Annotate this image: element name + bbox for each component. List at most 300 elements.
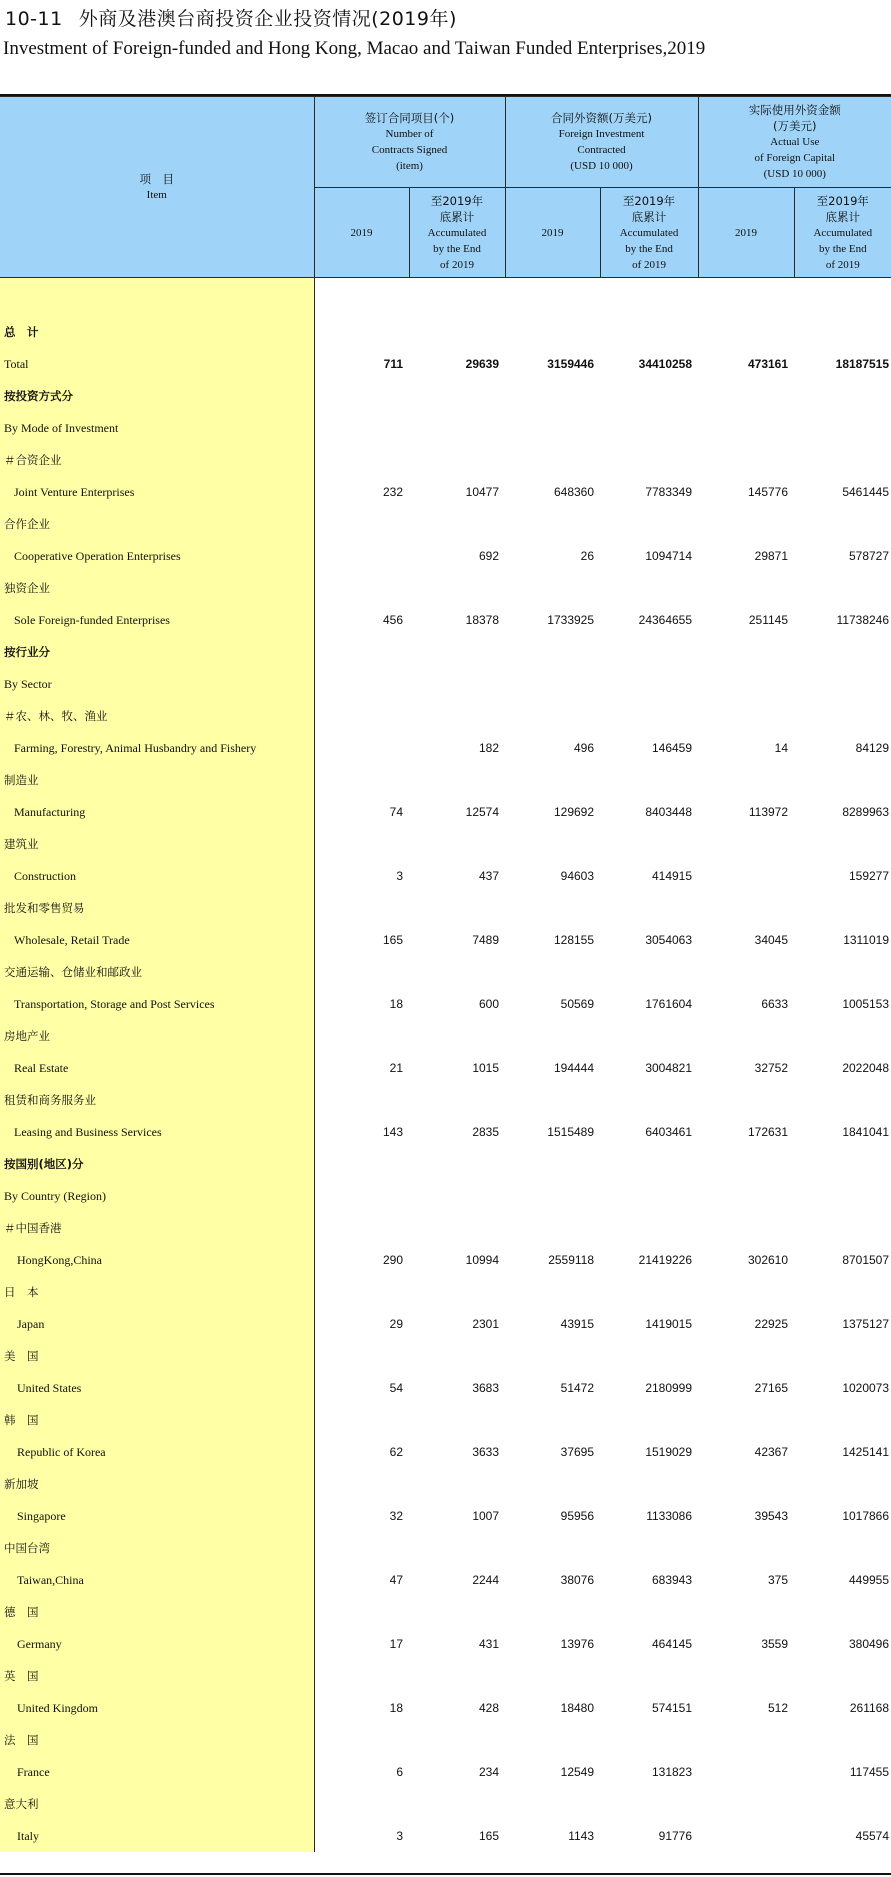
value-cell (314, 700, 409, 732)
value-cell (409, 1468, 505, 1500)
item-column-header (0, 97, 314, 278)
value-cell: 26 (580, 549, 595, 563)
value-cell: 94603 (560, 869, 595, 883)
table-row (0, 1820, 891, 1852)
value-cell: 54 (389, 1381, 403, 1395)
subheader-accumulated-line: 至2019年 (622, 193, 676, 208)
value-cell: 1017866 (842, 1509, 890, 1523)
actual-header-en3: (USD 10 000) (763, 168, 826, 180)
table-row (0, 988, 891, 1020)
value-cell (314, 1788, 409, 1820)
row-label: France (0, 1756, 314, 1788)
value-cell (505, 380, 600, 412)
value-cell (505, 1276, 600, 1308)
value-cell: 47 (389, 1573, 403, 1587)
table-row (0, 860, 891, 892)
value-cell: 3559 (761, 1637, 789, 1651)
value-cell (409, 764, 505, 796)
table-row (0, 764, 891, 796)
value-cell: 42367 (754, 1445, 789, 1459)
table-row (0, 1308, 891, 1340)
value-cell: 131823 (651, 1765, 693, 1779)
row-label: 法 国 (0, 1724, 314, 1756)
row-label: Leasing and Business Services (0, 1116, 314, 1148)
value-cell: 234 (478, 1765, 500, 1779)
value-cell: 449955 (848, 1573, 890, 1587)
value-cell: 43915 (560, 1317, 595, 1331)
table-row (0, 1404, 891, 1436)
value-cell (409, 1660, 505, 1692)
value-cell (505, 636, 600, 668)
value-cell (505, 828, 600, 860)
value-cell (314, 1468, 409, 1500)
value-cell (600, 1276, 698, 1308)
contracted-header-en1: Foreign Investment (558, 128, 645, 140)
value-cell (600, 412, 698, 444)
value-cell: 172631 (747, 1125, 789, 1139)
value-cell (794, 828, 891, 860)
row-label: 德 国 (0, 1596, 314, 1628)
value-cell (409, 700, 505, 732)
value-cell: 17 (389, 1637, 403, 1651)
table-row (0, 316, 891, 348)
value-cell (794, 1084, 891, 1116)
value-cell (600, 828, 698, 860)
value-cell (794, 1788, 891, 1820)
table-row (0, 1532, 891, 1564)
value-cell (314, 1404, 409, 1436)
value-cell: 7489 (472, 933, 500, 947)
value-cell: 113972 (748, 805, 789, 819)
contracted-header-cn: 合同外资额(万美元) (551, 111, 653, 125)
value-cell (600, 508, 698, 540)
row-label: 批发和零售贸易 (0, 892, 314, 924)
value-cell (409, 444, 505, 476)
value-cell (409, 828, 505, 860)
table-number: 10-11 (5, 8, 63, 30)
table-row (0, 892, 891, 924)
value-cell: 32 (389, 1509, 403, 1523)
value-cell (505, 1660, 600, 1692)
row-label: 租赁和商务服务业 (0, 1084, 314, 1116)
value-cell (698, 1084, 794, 1116)
value-cell (794, 1020, 891, 1052)
value-cell: 2022048 (842, 1061, 890, 1075)
value-cell (314, 732, 409, 764)
value-cell (505, 1148, 600, 1180)
row-label: 按投资方式分 (0, 380, 314, 412)
value-cell (794, 1724, 891, 1756)
table-row (0, 1340, 891, 1372)
table-row (0, 1276, 891, 1308)
table-row (0, 1180, 891, 1212)
value-cell: 10994 (465, 1253, 500, 1267)
value-cell (409, 1724, 505, 1756)
value-cell: 261168 (849, 1701, 890, 1715)
value-cell: 428 (478, 1701, 500, 1715)
table-row (0, 572, 891, 604)
value-cell (698, 860, 794, 892)
value-cell: 1419015 (645, 1317, 693, 1331)
table-row (0, 1468, 891, 1500)
value-cell: 13976 (560, 1637, 595, 1651)
value-cell: 3 (396, 869, 403, 883)
value-cell (505, 1084, 600, 1116)
row-label: Singapore (0, 1500, 314, 1532)
subheader-year-0: 2019 (314, 188, 409, 278)
value-cell (314, 1276, 409, 1308)
table-row (0, 1788, 891, 1820)
value-cell (698, 1276, 794, 1308)
row-label: Italy (0, 1820, 314, 1852)
value-cell: 194444 (553, 1061, 595, 1075)
value-cell (698, 316, 794, 348)
value-cell (314, 540, 409, 572)
value-cell: 84129 (855, 741, 890, 755)
value-cell (698, 1532, 794, 1564)
row-label: ＃合资企业 (0, 444, 314, 476)
actual-use-header (698, 97, 891, 188)
table-row (0, 604, 891, 636)
contracted-header-en3: (USD 10 000) (570, 160, 633, 172)
value-cell: 95956 (560, 1509, 595, 1523)
value-cell (314, 892, 409, 924)
value-cell: 12549 (560, 1765, 595, 1779)
value-cell: 129692 (553, 805, 595, 819)
table-row (0, 700, 891, 732)
value-cell (505, 700, 600, 732)
value-cell: 2180999 (645, 1381, 693, 1395)
value-cell: 1733925 (547, 613, 595, 627)
value-cell (505, 1468, 600, 1500)
value-cell: 1015 (472, 1061, 500, 1075)
value-cell (794, 380, 891, 412)
table-row (0, 508, 891, 540)
row-label: Transportation, Storage and Post Services (0, 988, 314, 1020)
value-cell: 1143 (568, 1829, 595, 1843)
value-cell: 21419226 (638, 1253, 693, 1267)
value-cell (505, 412, 600, 444)
value-cell: 34045 (754, 933, 789, 947)
row-label: 美 国 (0, 1340, 314, 1372)
value-cell: 2301 (472, 1317, 500, 1331)
value-cell (600, 1532, 698, 1564)
value-cell: 18187515 (835, 357, 890, 371)
table-row (0, 1436, 891, 1468)
subheader-accumulated-2 (794, 188, 891, 278)
value-cell (698, 1660, 794, 1692)
value-cell (698, 956, 794, 988)
subheader-accumulated-line: of 2019 (825, 258, 860, 271)
foreign-investment-contracted-header (505, 97, 698, 188)
value-cell (698, 828, 794, 860)
row-label: 制造业 (0, 764, 314, 796)
row-label: Construction (0, 860, 314, 892)
value-cell: 38076 (560, 1573, 595, 1587)
table-row (0, 1500, 891, 1532)
row-label: 新加坡 (0, 1468, 314, 1500)
value-cell (794, 1148, 891, 1180)
value-cell: 29 (389, 1317, 403, 1331)
contracts-header-en1: Number of (385, 128, 434, 140)
contracts-header-cn: 签订合同项目(个) (364, 111, 455, 125)
value-cell: 380496 (848, 1637, 890, 1651)
value-cell (409, 956, 505, 988)
value-cell (314, 316, 409, 348)
value-cell (600, 1596, 698, 1628)
value-cell: 11738246 (836, 613, 890, 627)
row-label: Manufacturing (0, 796, 314, 828)
value-cell: 24364655 (638, 613, 693, 627)
subheader-accumulated-line: by the End (625, 242, 673, 255)
value-cell (505, 1340, 600, 1372)
value-cell (409, 316, 505, 348)
table-row (0, 1212, 891, 1244)
row-label: 中国台湾 (0, 1532, 314, 1564)
contracts-header-en2: Contracts Signed (371, 144, 448, 156)
actual-header-cn1: 实际使用外资金额 (748, 103, 841, 117)
value-cell: 165 (382, 933, 403, 947)
value-cell (409, 1020, 505, 1052)
value-cell (698, 1756, 794, 1788)
value-cell (409, 572, 505, 604)
row-label: United Kingdom (0, 1692, 314, 1724)
table-row (0, 1756, 891, 1788)
value-cell (698, 1468, 794, 1500)
value-cell (698, 1340, 794, 1372)
subheader-year-1: 2019 (505, 188, 600, 278)
subheader-accumulated-line: 底累计 (439, 209, 475, 224)
value-cell: 22925 (754, 1317, 789, 1331)
value-cell: 6 (396, 1765, 403, 1779)
value-cell (505, 1596, 600, 1628)
value-cell: 3683 (472, 1381, 500, 1395)
table-row (0, 1020, 891, 1052)
table-row (0, 476, 891, 508)
actual-header-en1: Actual Use (770, 136, 820, 148)
value-cell: 1311019 (843, 933, 890, 947)
value-cell (698, 380, 794, 412)
value-cell (794, 316, 891, 348)
value-cell (600, 1212, 698, 1244)
table-row (0, 380, 891, 412)
value-cell (698, 1020, 794, 1052)
value-cell (698, 1148, 794, 1180)
value-cell: 711 (383, 357, 403, 371)
row-label: Total (0, 348, 314, 380)
value-cell (409, 892, 505, 924)
row-label: Sole Foreign-funded Enterprises (0, 604, 314, 636)
value-cell (314, 572, 409, 604)
value-cell (698, 668, 794, 700)
value-cell: 117455 (849, 1765, 890, 1779)
value-cell: 8289963 (842, 805, 890, 819)
table-title-en: Investment of Foreign-funded and Hong Kong, Macao and Taiwan Funded Enterprises,2019 (3, 38, 706, 59)
value-cell (314, 764, 409, 796)
value-cell: 6403461 (645, 1125, 693, 1139)
value-cell: 29871 (754, 549, 789, 563)
table-row (0, 1692, 891, 1724)
value-cell: 692 (478, 549, 500, 563)
value-cell (600, 764, 698, 796)
value-cell: 7783349 (645, 485, 693, 499)
value-cell (794, 572, 891, 604)
value-cell: 3159446 (547, 357, 595, 371)
statistics-table (0, 96, 891, 1852)
value-cell (698, 572, 794, 604)
value-cell: 51472 (560, 1381, 595, 1395)
value-cell: 39543 (754, 1509, 789, 1523)
value-cell: 18 (389, 997, 403, 1011)
value-cell (600, 572, 698, 604)
value-cell (600, 1404, 698, 1436)
value-cell: 3633 (472, 1445, 500, 1459)
value-cell (314, 412, 409, 444)
value-cell: 648360 (553, 485, 595, 499)
value-cell (600, 444, 698, 476)
value-cell (794, 892, 891, 924)
value-cell: 3054063 (645, 933, 693, 947)
value-cell (698, 1596, 794, 1628)
value-cell (505, 764, 600, 796)
contracted-header-en2: Contracted (577, 144, 626, 156)
value-cell (505, 1020, 600, 1052)
value-cell (409, 668, 505, 700)
table-header (0, 97, 891, 278)
value-cell (794, 1468, 891, 1500)
table-row (0, 828, 891, 860)
value-cell (409, 1596, 505, 1628)
value-cell: 1425141 (842, 1445, 890, 1459)
value-cell: 574151 (651, 1701, 693, 1715)
row-label: HongKong,China (0, 1244, 314, 1276)
value-cell (794, 412, 891, 444)
row-label: 合作企业 (0, 508, 314, 540)
value-cell: 1841041 (842, 1125, 890, 1139)
subheader-accumulated-line: of 2019 (440, 258, 474, 271)
value-cell (600, 1148, 698, 1180)
value-cell (409, 508, 505, 540)
value-cell: 375 (768, 1573, 789, 1587)
value-cell: 91776 (658, 1829, 693, 1843)
value-cell: 45574 (855, 1829, 890, 1843)
value-cell (409, 380, 505, 412)
value-cell (600, 1084, 698, 1116)
table-row (0, 636, 891, 668)
value-cell: 145776 (747, 485, 789, 499)
value-cell (505, 892, 600, 924)
table-body (0, 278, 891, 1853)
value-cell (409, 1404, 505, 1436)
row-label: 交通运输、仓储业和邮政业 (0, 956, 314, 988)
value-cell (698, 412, 794, 444)
value-cell: 600 (478, 997, 500, 1011)
value-cell: 1519029 (645, 1445, 693, 1459)
value-cell: 12574 (465, 805, 500, 819)
value-cell (505, 572, 600, 604)
row-label: 总 计 (0, 316, 314, 348)
value-cell (698, 444, 794, 476)
table-row (0, 668, 891, 700)
value-cell: 18378 (465, 613, 500, 627)
table-row (0, 1596, 891, 1628)
value-cell: 32752 (754, 1061, 789, 1075)
value-cell (314, 1596, 409, 1628)
value-cell (600, 1724, 698, 1756)
subheader-accumulated-0 (409, 188, 505, 278)
table-row (0, 1564, 891, 1596)
subheader-accumulated-line: 至2019年 (816, 193, 869, 208)
value-cell: 159277 (848, 869, 890, 883)
value-cell (794, 1596, 891, 1628)
value-cell (794, 1276, 891, 1308)
value-cell (698, 1724, 794, 1756)
value-cell (505, 1404, 600, 1436)
value-cell (505, 444, 600, 476)
value-cell (698, 892, 794, 924)
value-cell: 18480 (560, 1701, 595, 1715)
value-cell (600, 892, 698, 924)
value-cell (314, 668, 409, 700)
contracts-signed-header (314, 97, 505, 188)
value-cell (600, 1660, 698, 1692)
value-cell (600, 380, 698, 412)
value-cell (794, 508, 891, 540)
table-row (0, 732, 891, 764)
value-cell (600, 956, 698, 988)
value-cell: 50569 (560, 997, 595, 1011)
subheader-accumulated-line: Accumulated (813, 226, 873, 239)
table-row (0, 1116, 891, 1148)
row-label: 房地产业 (0, 1020, 314, 1052)
value-cell (409, 1276, 505, 1308)
value-cell: 232 (382, 485, 403, 499)
subheader-accumulated-1 (600, 188, 698, 278)
subheader-accumulated-line: 至2019年 (430, 193, 484, 208)
value-cell (505, 956, 600, 988)
value-cell (794, 764, 891, 796)
row-label: 建筑业 (0, 828, 314, 860)
table-row (0, 444, 891, 476)
row-label: Cooperative Operation Enterprises (0, 540, 314, 572)
value-cell: 1375127 (842, 1317, 890, 1331)
value-cell: 1007 (472, 1509, 500, 1523)
value-cell: 3 (396, 1829, 403, 1843)
table-bottom-rule (0, 1873, 891, 1875)
value-cell (505, 668, 600, 700)
row-label: 按行业分 (0, 636, 314, 668)
table-row (0, 1660, 891, 1692)
value-cell (600, 1180, 698, 1212)
actual-header-en2: of Foreign Capital (754, 152, 836, 164)
value-cell (698, 1404, 794, 1436)
table-row (0, 1372, 891, 1404)
row-label: By Sector (0, 668, 314, 700)
row-label: 日 本 (0, 1276, 314, 1308)
value-cell (600, 636, 698, 668)
value-cell (794, 1404, 891, 1436)
value-cell: 34410258 (638, 357, 693, 371)
value-cell (409, 1180, 505, 1212)
row-label: ＃农、林、牧、渔业 (0, 700, 314, 732)
row-label: 韩 国 (0, 1404, 314, 1436)
value-cell: 302610 (747, 1253, 789, 1267)
value-cell (409, 1532, 505, 1564)
value-cell (794, 636, 891, 668)
item-header-cn: 项 目 (139, 172, 174, 186)
value-cell: 473161 (747, 357, 789, 371)
value-cell (698, 1788, 794, 1820)
